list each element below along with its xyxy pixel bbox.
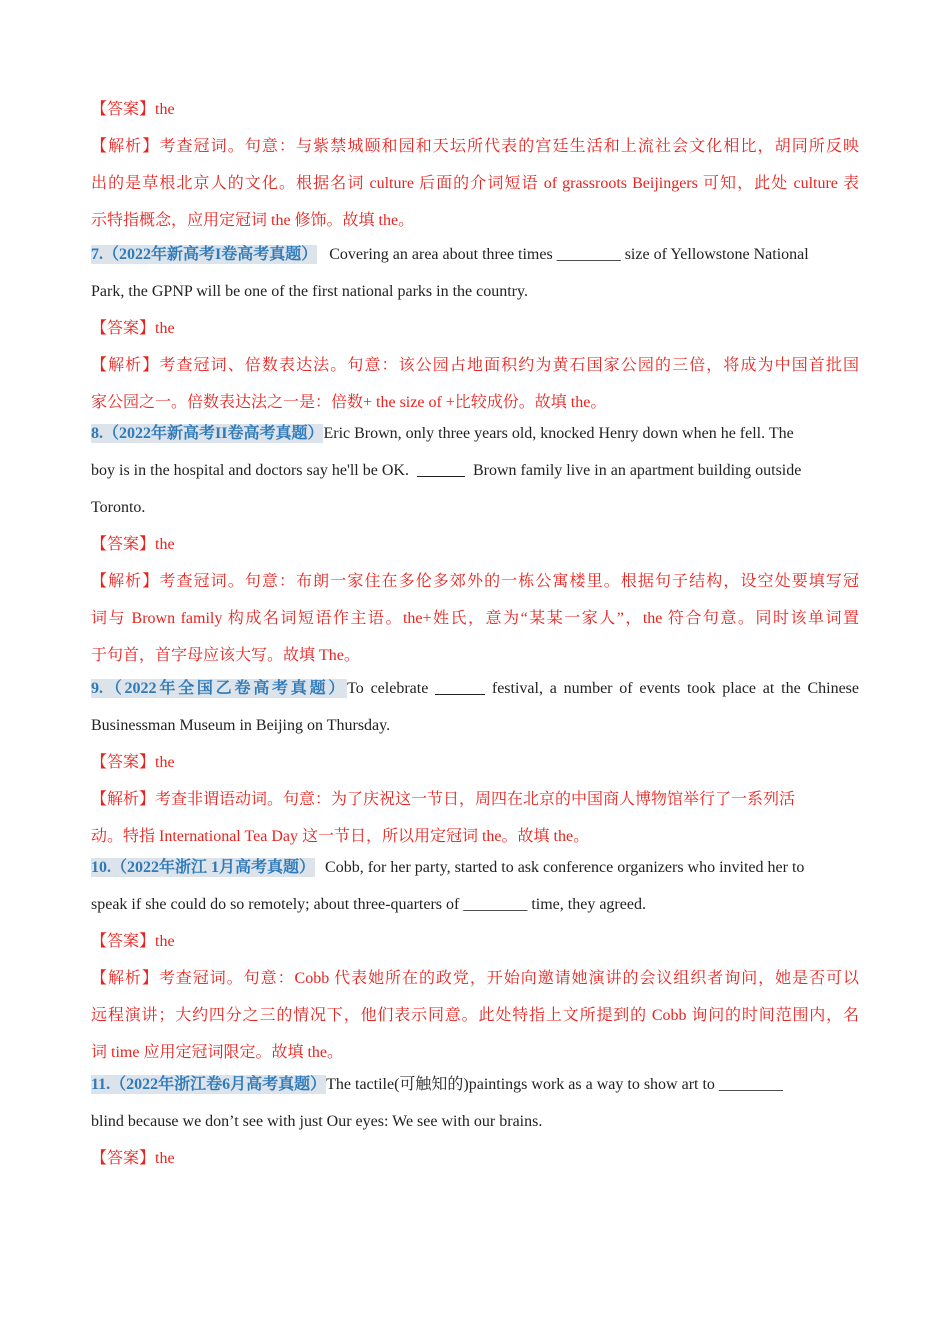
question-stem-line <box>91 670 859 707</box>
question-stem-line <box>91 415 859 452</box>
question-8 <box>91 415 859 674</box>
answer-line: 【答案】the <box>91 536 175 553</box>
question-label: 7.（2022年新高考I卷高考真题） <box>91 246 318 263</box>
analysis-line: 【解析】考查冠词。句意：与紫禁城颐和园和天坛所代表的宫廷生活和上流社会文化相比，胡同所反映 <box>91 138 859 155</box>
question-text: Park, the GPNP will be one of the first national parks in the country. <box>91 283 528 300</box>
answer-blank <box>435 680 485 695</box>
answer-line: 【答案】the <box>91 320 175 337</box>
question-10 <box>91 849 859 1071</box>
question-11 <box>91 1066 859 1177</box>
analysis-line: 【解析】考查非谓语动词。句意：为了庆祝这一节日，周四在北京的中国商人博物馆举行了一系列活 <box>91 791 796 808</box>
analysis-line: 【解析】考查冠词、倍数表达法。句意：该公园占地面积约为黄石国家公园的三倍，将成为中国首批国 <box>91 357 859 374</box>
question-label: 8.（2022年新高考II卷高考真题） <box>91 425 324 442</box>
question-text: Brown family live in an apartment building outside <box>472 462 802 479</box>
question-9 <box>91 670 859 855</box>
question-7 <box>91 236 859 421</box>
question-text: festival, a number of events took place at the Chinese <box>491 680 859 697</box>
answer-line: 【答案】the <box>91 101 175 118</box>
analysis-line: 远程演讲；大约四分之三的情况下，他们表示同意。此处特指上文所提到的 Cobb 询问的时间范围内，名 <box>91 1007 859 1024</box>
question-stem-line <box>91 849 859 886</box>
question-stem-line <box>91 452 859 489</box>
answer-blank <box>417 462 465 477</box>
analysis-line: 家公园之一。倍数表达法之一是：倍数+ the size of +比较成份。故填 the。 <box>91 394 607 411</box>
analysis-line: 于句首，首字母应该大写。故填 The。 <box>91 647 360 664</box>
question-text: speak if she could do so remotely; about three-quarters of ________ time, they agreed. <box>91 896 646 913</box>
question-label: 9.（2022年全国乙卷高考真题） <box>91 680 348 697</box>
question-text: The tactile(可触知的)paintings work as a way to show art to ________ <box>326 1076 783 1093</box>
analysis-line: 词与 Brown family 构成名词短语作主语。the+姓氏，意为“某某一家人”，the 符合句意。同时该单词置 <box>91 610 859 627</box>
question-text: Eric Brown, only three years old, knocked Henry down when he fell. The <box>323 425 794 442</box>
question-label: 10.（2022年浙江 1月高考真题） <box>91 859 316 876</box>
question-text: To celebrate <box>347 680 429 697</box>
answer-line: 【答案】the <box>91 1150 175 1167</box>
question-label: 11.（2022年浙江卷6月高考真题） <box>91 1076 327 1093</box>
question-text: Cobb, for her party, started to ask conference organizers who invited her to <box>325 859 805 876</box>
answer-line: 【答案】the <box>91 933 175 950</box>
question-text: boy is in the hospital and doctors say he'll be OK. <box>91 462 409 479</box>
answer-line: 【答案】the <box>91 754 175 771</box>
analysis-line: 【解析】考查冠词。句意：布朗一家住在多伦多郊外的一栋公寓楼里。根据句子结构，设空处要填写冠 <box>91 573 859 590</box>
prev-question <box>91 91 859 239</box>
analysis-line: 动。特指 International Tea Day 这一节日，所以用定冠词 the。故填 the。 <box>91 828 590 845</box>
question-text: Covering an area about three times ________ size of Yellowstone National <box>329 246 809 263</box>
analysis-line: 示特指概念，应用定冠词 the 修饰。故填 the。 <box>91 212 415 229</box>
question-stem-line <box>91 236 859 273</box>
analysis-line: 词 time 应用定冠词限定。故填 the。 <box>91 1044 343 1061</box>
question-text: Businessman Museum in Beijing on Thursday. <box>91 717 391 734</box>
question-text: Toronto. <box>91 499 146 516</box>
analysis-line: 出的是草根北京人的文化。根据名词 culture 后面的介词短语 of grassroots Beijingers 可知，此处 culture 表 <box>91 175 859 192</box>
question-stem-line <box>91 1066 859 1103</box>
question-text: blind because we don’t see with just Our eyes: We see with our brains. <box>91 1113 543 1130</box>
analysis-line: 【解析】考查冠词。句意：Cobb 代表她所在的政党，开始向邀请她演讲的会议组织者询问，她是否可以 <box>91 970 859 987</box>
